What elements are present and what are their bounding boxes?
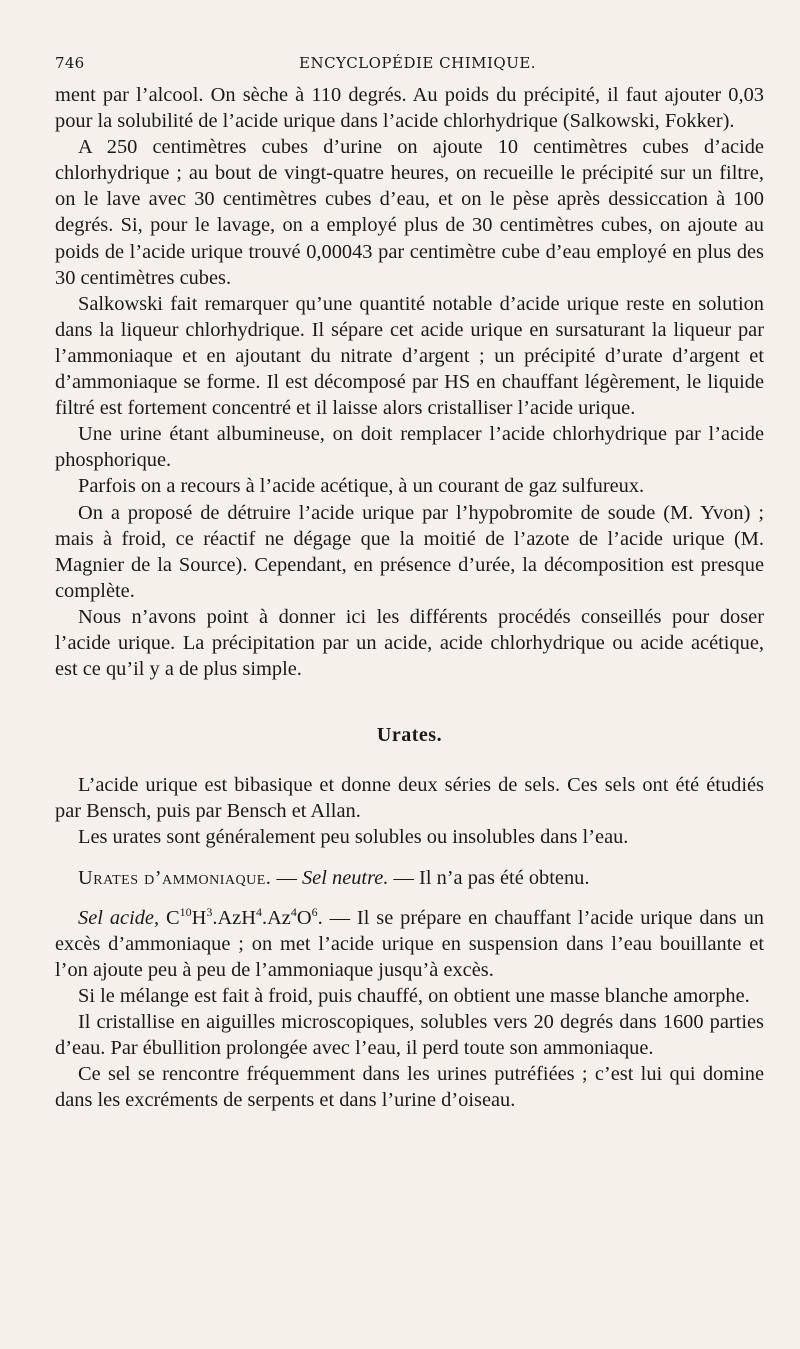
paragraph: Salkowski fait remarquer qu’une quantité notable d’acide urique reste en solution dans la liqueur chlorhydrique. Il sépare cet acide urique en sursaturant la liqueur par l’ammoniaque et en ajoutant du nitrate d’argent ; un précipité d’urate d’argent et d’ammoniaque se forme. Il est décomposé par HS en chauffant légèrement, le liquide filtré est fortement concentré et il laisse alors cristalliser l’acide urique. <box>55 292 764 420</box>
paragraph: On a proposé de détruire l’acide urique par l’hypobromite de soude (M. Yvon) ; mais à froid, ce réactif ne dégage que la moitié de l’azote de l’acide urique (M. Magnier de la Source). Cependant, en présence d’urée, la décomposition est presque complète. <box>55 501 764 602</box>
subsection-heading: Urates d’ammoniaque. <box>78 866 272 889</box>
paragraph: Une urine étant albumineuse, on doit remplacer l’acide chlorhydrique par l’acide phosphorique. <box>55 423 764 472</box>
paragraph: Il cristallise en aiguilles microscopiques, solubles vers 20 degrés dans 1600 parties d’eau. Par ébullition prolongée avec l’eau, il perd toute son ammoniaque. <box>55 1011 764 1060</box>
dash: — <box>271 866 302 889</box>
acid-salt-text: . — Il se prépare en chauffant l’acide urique dans un excès d’ammoniaque ; on met l’acide urique en suspension dans l’eau bouillante et l’on ajoute peu à peu de l’ammoniaque jusqu’à excès. <box>55 906 765 981</box>
spacer <box>55 851 764 865</box>
subsection-ammonium-urates <box>55 865 764 891</box>
section-title: Urates. <box>376 724 443 747</box>
paragraph: Si le mélange est fait à froid, puis chauffé, on obtient une masse blanche amorphe. <box>78 984 750 1007</box>
acid-salt-label: Sel acide, <box>78 906 160 929</box>
paragraph: Les urates sont généralement peu solubles ou insolubles dans l’eau. <box>78 826 629 849</box>
paragraph: A 250 centimètres cubes d’urine on ajoute 10 centimètres cubes d’acide chlorhydrique ; au bout de vingt-quatre heures, on recueille le précipité sur un filtre, on le lave avec 30 centimètres cubes d’eau, et on le pèse après dessiccation à 100 degrés. Si, pour le lavage, on a employé plus de 30 centimètres cubes, on ajoute au poids de l’acide urique trouvé 0,00043 par centimètre cube d’eau employé en plus des 30 centimètres cubes. <box>55 136 764 289</box>
neutral-salt-text: — Il n’a pas été obtenu. <box>388 866 590 889</box>
body-text <box>55 82 764 1113</box>
paragraph: Parfois on a recours à l’acide acétique, à un courant de gaz sulfureux. <box>78 475 645 498</box>
paragraph: ment par l’alcool. On sèche à 110 degrés. Au poids du précipité, il faut ajouter 0,03 pour la solubilité de l’acide urique dans l’acide chlorhydrique (Salkowski, Fokker). <box>55 84 764 133</box>
page-number: 746 <box>55 54 85 72</box>
paragraph-acid-salt <box>55 905 764 983</box>
paragraph: Nous n’avons point à donner ici les différents procédés conseillés pour doser l’acide urique. La précipitation par un acide, acide chlorhydrique ou acide acétique, est ce qu’il y a de plus simple. <box>55 605 764 681</box>
running-title: ENCYCLOPÉDIE CHIMIQUE. <box>299 54 537 72</box>
neutral-salt-label: Sel neutre. <box>301 866 389 889</box>
spacer <box>55 891 764 905</box>
formula: $C^{10}H^3.AzH^4.Az^4O^6$ <box>159 904 318 929</box>
paragraph: Ce sel se rencontre fréquemment dans les urines putréfiées ; c’est lui qui domine dans les excréments de serpents et dans l’urine d’oiseau. <box>55 1063 764 1112</box>
page-header <box>55 54 764 82</box>
paragraph: L’acide urique est bibasique et donne deux séries de sels. Ces sels ont été étudiés par Bensch, puis par Bensch et Allan. <box>55 774 764 823</box>
